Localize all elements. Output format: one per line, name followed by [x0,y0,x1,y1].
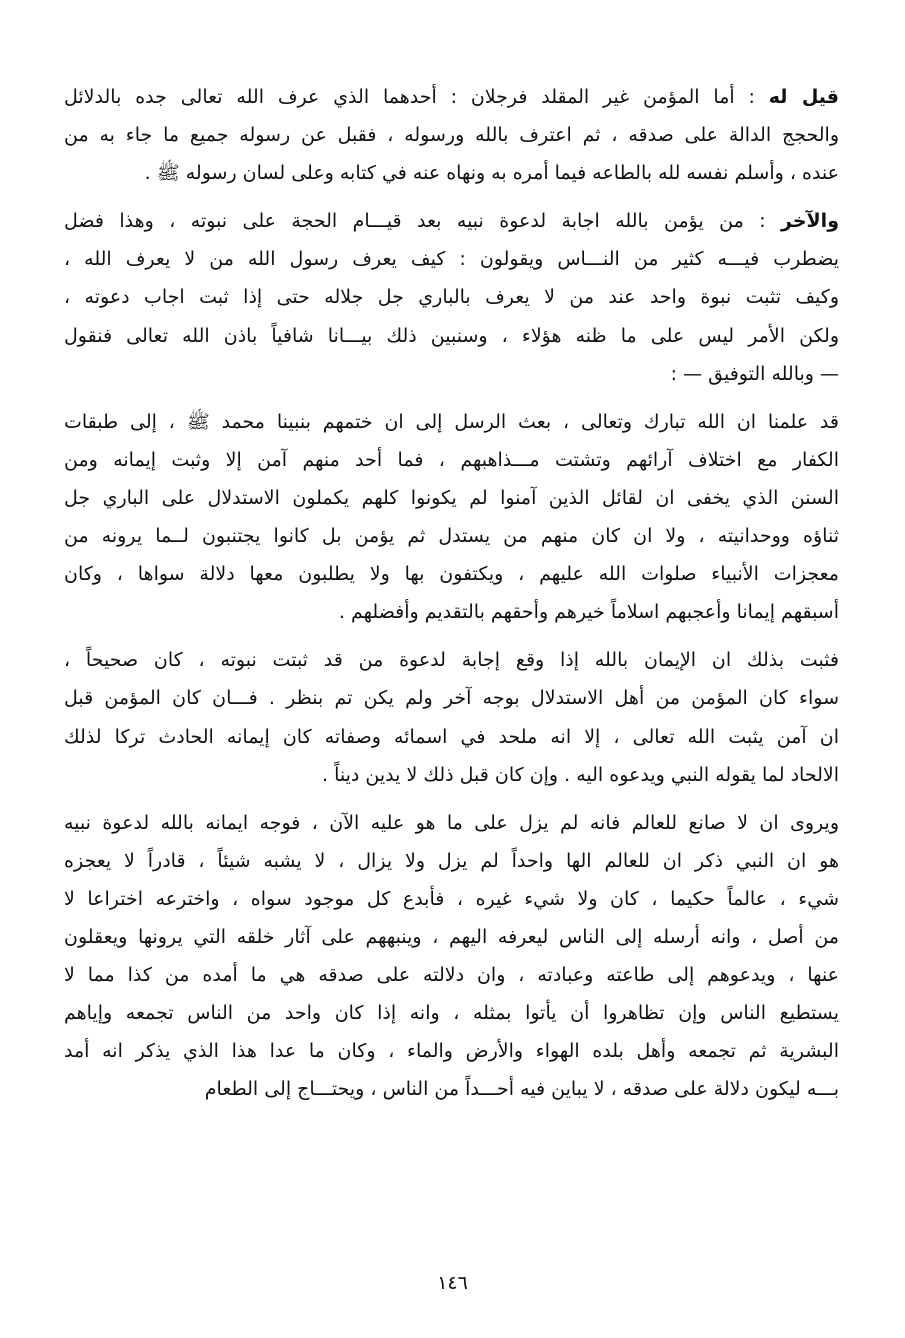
text-line: البشرية ثم تجمعه وأهل بلده الهواء والأرض والماء ، وكان ما عدا هذا الذي يذكر انه أمد [64,1040,839,1063]
paragraph [64,804,839,1109]
page-number: ١٤٦ [437,1272,468,1294]
text-line: ولكن الأمر ليس على ما ظنه هؤلاء ، وسنبين ذلك بيـــانا شافياً باذن الله تعالى فنقول [64,324,839,347]
text-line: عنده ، وأسلم نفسه لله بالطاعه فيما أمره به ونهاه عنه في كتابه وعلى لسان رسوله ﷺ . [144,162,839,185]
text-line: الكفار مع اختلاف آرائهم وتشتت مـــذاهبهم ، فما أحد منهم آمن إلا وثبت إيمانه ومن [64,448,839,471]
text-line: فثبت بذلك ان الإيمان بالله إذا وقع إجابة لدعوة من قد ثبتت نبوته ، كان صحيحاً ، [64,649,839,672]
text-line: هو ان النبي ذكر ان للعالم الها واحداً لم يزل ولا يزال ، لا يشبه شيئاً ، قادراً لا يعجزه [64,849,839,872]
text-line: الالحاد لما يقوله النبي ويدعوه اليه . وإن كان قبل ذلك لا يدين ديناً . [322,763,839,786]
text-line: يستطيع الناس وإن تظاهروا أن يأتوا بمثله ، وانه إذا كان واحد من الناس تجمعه وإياهم [64,1002,839,1025]
text-line: أسبقهم إيمانا وأعجبهم اسلاماً خيرهم وأحقهم بالتقديم وأفضلهم . [338,601,839,624]
text-line: ويروى ان لا صانع للعالم فانه لم يزل على ما هو عليه الآن ، فوجه ايمانه بالله لدعوة نبيه [64,811,839,834]
text-line: قد علمنا ان الله تبارك وتعالى ، بعث الرسل إلى ان ختمهم بنبينا محمد ﷺ ، إلى طبقات [64,410,839,433]
text-line: من أصل ، وانه أرسله إلى الناس ليعرفه اليهم ، وينبههم على آثار خلقه التي يرونها ويعقلون [64,925,839,948]
page-body [64,78,839,1118]
text-line: معجزات الأنبياء صلوات الله عليهم ، ويكتفون بها ولا يطلبون معها دلالة سواها ، وكان [64,563,839,586]
lead-word: والآخر [781,210,839,233]
text-line: ثناؤه ووحدانيته ، ولا ان كان منهم من يستدل ثم يؤمن بل كانوا يجتنبون لــما يرونه من [64,525,839,548]
text-line: وكيف تثبت نبوة واحد عند من لا يعرف بالباري جل جلاله حتى إذا ثبت اجاب دعوته ، [64,286,839,309]
text-line: سواء كان المؤمن من أهل الاستدلال بوجه آخر ولم يكن تم بنظر . فـــان كان المؤمن قبل [64,687,839,710]
text-line: شيء ، عالماً حكيما ، كان ولا شيء غيره ، فأبدع كل موجود سواه ، واخترعه اختراعا لا [64,887,839,910]
paragraph [64,641,839,793]
text-line: يضطرب فيـــه كثير من النـــاس ويقولون : كيف يعرف رسول الله من لا يعرف الله ، [64,248,839,271]
lead-word: قيل له [768,86,839,108]
text-line: والحجج الدالة على صدقه ، ثم اعترف بالله ورسوله ، فقبل عن رسوله جميع ما جاء به من [64,124,839,147]
text-line: ان آمن يثبت الله تعالى ، إلا انه ملحد في اسمائه وصفاته كان إيمانه الحادث تركا لذلك [64,725,839,748]
paragraph [64,78,839,192]
text-line: قيل له : أما المؤمن غير المقلد فرجلان : أحدهما الذي عرف الله تعالى جده بالدلائل [64,86,839,108]
text-line: السنن الذي يخفى ان لقائل الذين آمنوا لم يكونوا كلهم يكملون الاستدلال على الباري جل [64,486,839,509]
text-line: والآخر : من يؤمن بالله اجابة لدعوة نبيه بعد قيـــام الحجة على نبوته ، وهذا فضل [64,210,839,233]
paragraph [64,403,839,632]
text-line: بـــه ليكون دلالة على صدقه ، لا يباين فيه أحـــداً من الناس ، ويحتـــاج إلى الطعام [204,1078,839,1101]
text-line: عنها ، ويدعوهم إلى طاعته وعبادته ، وان دلالته على صدقه هي ما أمده من كذا مما لا [64,964,839,987]
text-line: — وبالله التوفيق — : [670,362,839,385]
paragraph [64,202,839,392]
